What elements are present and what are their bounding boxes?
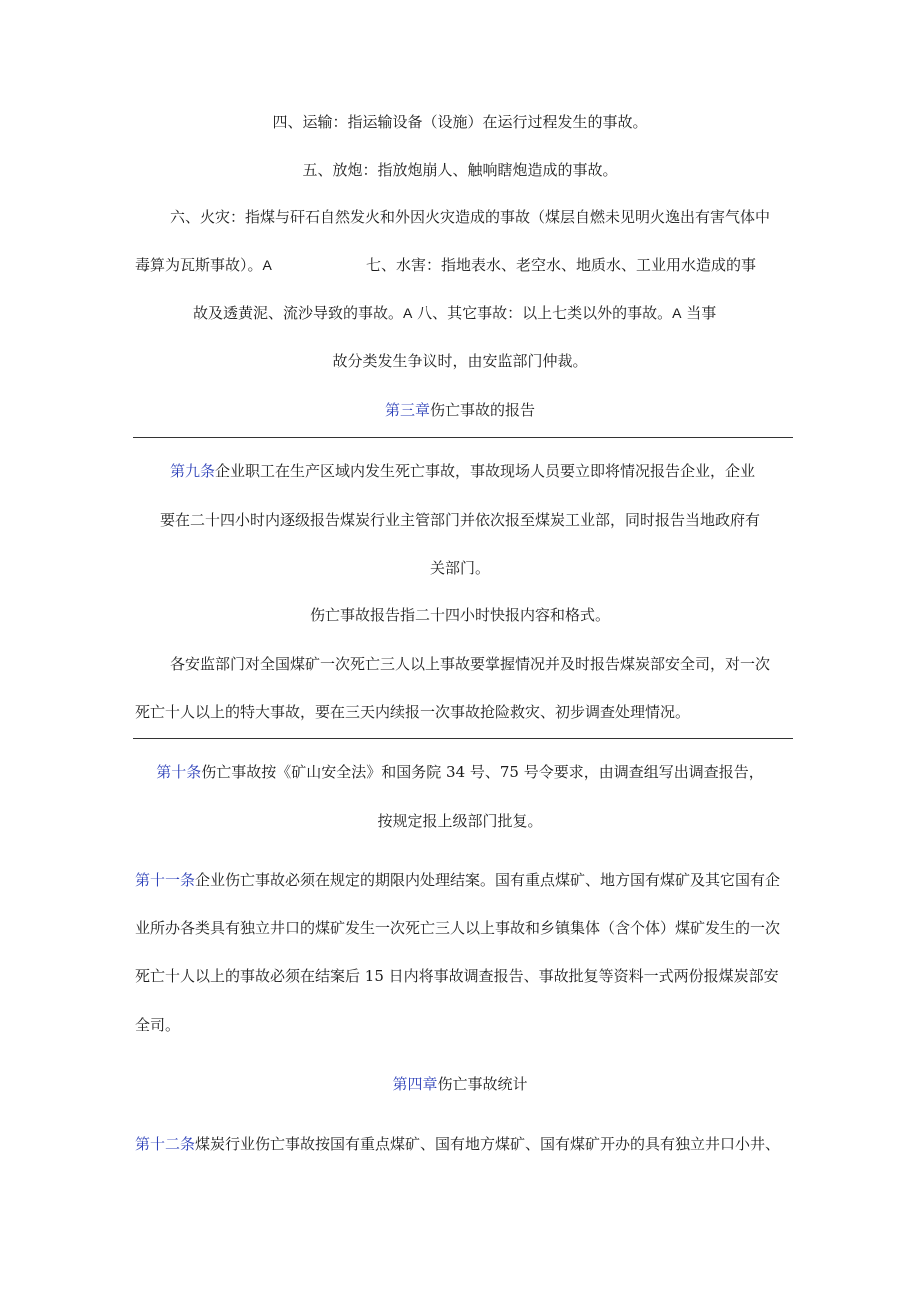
- chapter-3-link[interactable]: 第三章: [384, 401, 430, 419]
- chapter-4-heading: [0, 1074, 920, 1094]
- article-9-line-2: 要在二十四小时内逐级报告煤炭行业主管部门并依次报至煤炭工业部，同时报告当地政府有: [159, 511, 760, 529]
- chapter-3-title: 伤亡事故的报告: [430, 401, 536, 419]
- article-11-line-4: 全司。: [135, 1016, 181, 1034]
- article-11-line-1: [135, 870, 780, 890]
- marker-a: A: [262, 257, 272, 273]
- accident-type-water: 七、水害：指地表水、老空水、地质水、工业用水造成的事: [366, 256, 757, 274]
- dispute-arbitration: 故分类发生争议时，由安监部门仲裁。: [332, 352, 588, 370]
- other-accident-text: 八、其它事故：以上七类以外的事故。: [412, 304, 673, 322]
- accident-type-blasting: 五、放炮：指放炮崩人、触响瞎炮造成的事故。: [302, 161, 618, 179]
- article-12-link[interactable]: 第十二条: [135, 1135, 196, 1153]
- article-11-line-3: 死亡十人以上的事故必须在结案后 15 日内将事故调查报告、事故批复等资料一式两份报煤炭部安: [135, 967, 779, 985]
- article-10-text: 伤亡事故按《矿山安全法》和国务院 34 号、75 号令要求，由调查组写出调查报告，: [201, 763, 764, 781]
- article-12-line-1: [135, 1134, 780, 1154]
- article-11-line-2: 业所办各类具有独立井口的煤矿发生一次死亡三人以上事故和乡镇集体（含个体）煤矿发生的一次: [135, 919, 781, 937]
- accident-type-other: [193, 303, 716, 323]
- article-10-line-2: 按规定报上级部门批复。: [377, 812, 543, 830]
- fire-cont-text: 毒算为瓦斯事故）。: [135, 256, 263, 274]
- accident-type-transport: 四、运输：指运输设备（设施）在运行过程发生的事故。: [272, 113, 648, 131]
- article-9-line-5: 各安监部门对全国煤矿一次死亡三人以上事故要掌握情况并及时报告煤炭部安全司，对一次: [170, 655, 771, 673]
- dispute-text-start: 当事: [681, 304, 717, 322]
- article-10-link[interactable]: 第十条: [156, 763, 202, 781]
- section-divider: [133, 437, 793, 438]
- section-divider: [133, 738, 793, 739]
- marker-a: A: [403, 305, 413, 321]
- article-9-line-3: 关部门。: [429, 559, 490, 577]
- accident-type-fire-cont: [135, 255, 272, 275]
- article-9-line-1: [170, 461, 755, 481]
- article-11-link[interactable]: 第十一条: [135, 871, 196, 889]
- article-9-line-4: 伤亡事故报告指二十四小时快报内容和格式。: [309, 606, 610, 624]
- article-10-line-1: [0, 762, 920, 782]
- chapter-3-heading: [0, 400, 920, 420]
- water-cont-text: 故及透黄泥、流沙导致的事故。: [193, 304, 404, 322]
- article-9-line-6: 死亡十人以上的特大事故，要在三天内续报一次事故抢险救灾、初步调查处理情况。: [135, 703, 691, 721]
- article-9-link[interactable]: 第九条: [170, 462, 216, 480]
- marker-a: A: [672, 305, 682, 321]
- chapter-4-link[interactable]: 第四章: [392, 1075, 438, 1093]
- article-11-text: 企业伤亡事故必须在规定的期限内处理结案。国有重点煤矿、地方国有煤矿及其它国有企: [195, 871, 781, 889]
- chapter-4-title: 伤亡事故统计: [437, 1075, 528, 1093]
- article-9-text: 企业职工在生产区域内发生死亡事故，事故现场人员要立即将情况报告企业，企业: [215, 462, 756, 480]
- article-12-text: 煤炭行业伤亡事故按国有重点煤矿、国有地方煤矿、国有煤矿开办的具有独立井口小井、: [195, 1135, 781, 1153]
- accident-type-fire: 六、火灾：指煤与矸石自然发火和外因火灾造成的事故（煤层自燃未见明火逸出有害气体中: [170, 208, 771, 226]
